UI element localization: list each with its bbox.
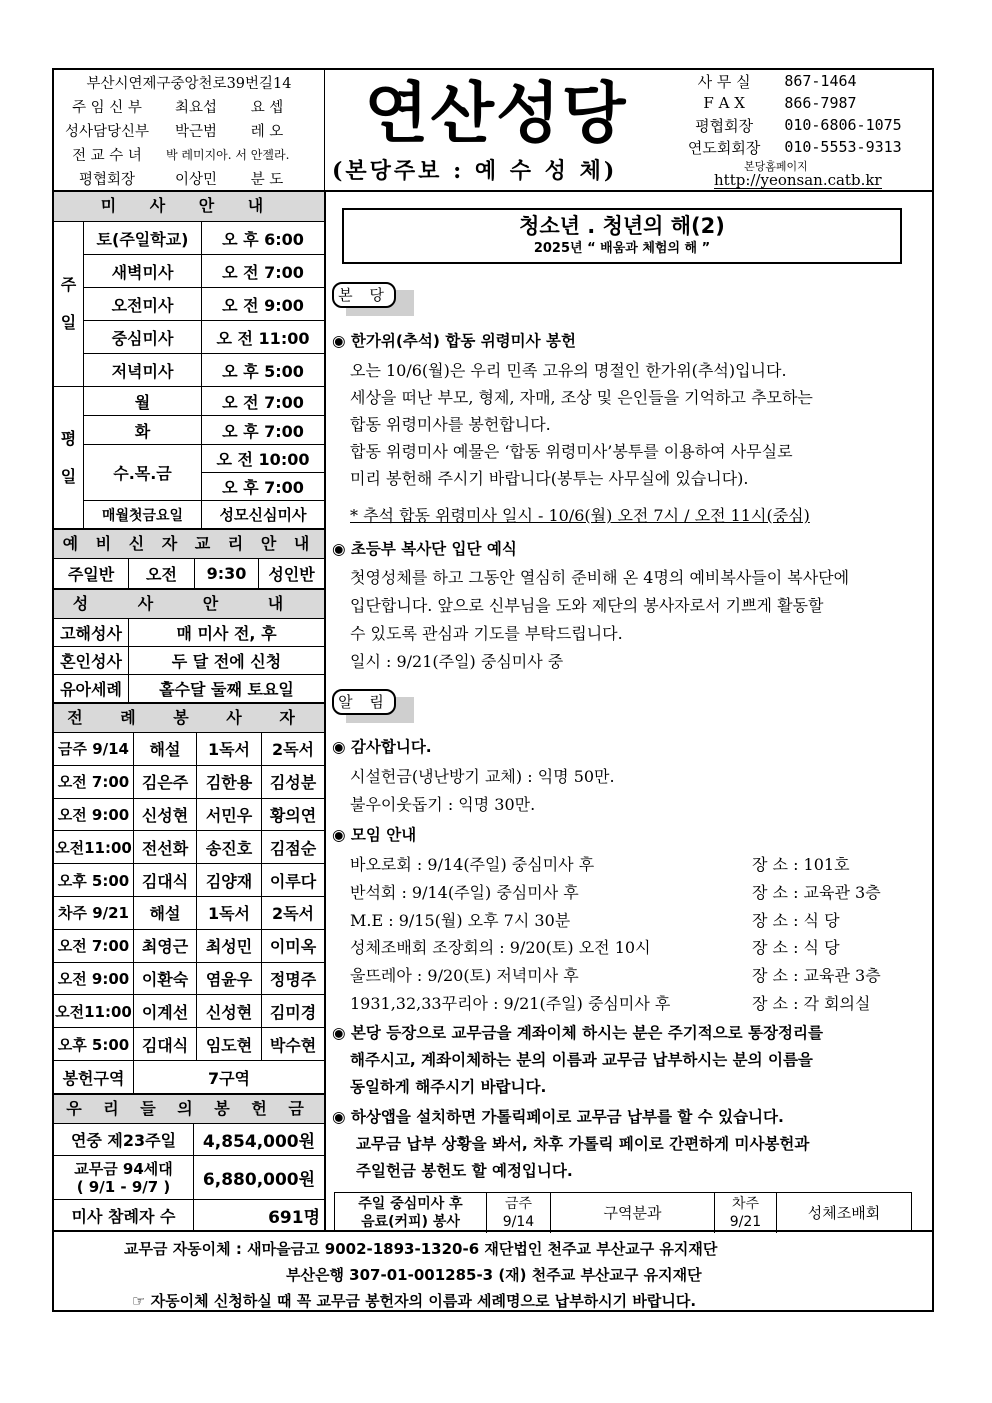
minister-name: 최영근 — [134, 930, 197, 963]
minister-name: 최성민 — [197, 930, 262, 963]
minister-name: 1독서 — [197, 733, 262, 766]
coffee-next-week — [715, 1193, 777, 1233]
header — [54, 70, 932, 192]
ministers-section-title: 전 례 봉 사 자 — [54, 703, 324, 733]
paragraph-line: 일시 : 9/21(주일) 중심미사 중 — [350, 652, 564, 671]
mass-time: 성모신심미사 — [202, 501, 324, 529]
sacrament-name: 혼인성사 — [54, 647, 129, 675]
staff-baptism: 요 셉 — [250, 99, 284, 116]
mass-time: 오 전 11:00 — [202, 321, 324, 354]
minister-name: 이루다 — [262, 864, 324, 897]
paragraph-line: 수 있도록 관심과 기도를 부탁드립니다. — [350, 624, 623, 643]
meeting-info: M.E : 9/15(월) 오후 7시 30분 — [350, 911, 571, 930]
minister-name: 박수현 — [262, 1028, 324, 1061]
staff-name: 이상민 — [174, 171, 218, 188]
paragraph-line: 입단합니다. 앞으로 신부님을 도와 제단의 봉사자로서 기쁘게 활동할 — [350, 596, 824, 615]
minister-time: 오전11:00 — [54, 831, 134, 864]
offering-value: 6,880,000원 — [194, 1156, 324, 1200]
offering-label: 교무금 94세대 ( 9/1 - 9/7 ) — [54, 1156, 194, 1200]
sacrament-name: 유아세례 — [54, 675, 129, 703]
coffee-label — [335, 1193, 487, 1233]
theme-subtitle: 2025년 “ 배움과 체험의 해 ” — [533, 241, 711, 256]
offering-value: 4,854,000원 — [194, 1124, 324, 1156]
church-title — [326, 70, 666, 190]
weekday-label-char: 평 — [60, 428, 77, 448]
staff-row — [54, 166, 324, 190]
altar-heading: ◉ 초등부 복사단 입단 예식 — [332, 540, 517, 558]
patron: (본당주보 : 예 수 성 체) — [332, 158, 618, 184]
transfer-notice-line: 동일하게 해주시기 바랍니다. — [350, 1078, 547, 1096]
weekday-label — [54, 387, 84, 529]
minister-name: 황의연 — [262, 799, 324, 832]
minister-name: 신성현 — [197, 995, 262, 1028]
sacrament-value: 매 미사 전, 후 — [129, 619, 324, 647]
bulletin-page — [52, 68, 934, 1312]
church-name: 연산성당 — [364, 75, 628, 152]
sunday-label-char: 주 — [60, 275, 77, 294]
mass-name: 월 — [84, 387, 202, 416]
auto-transfer-account-2: 부산은행 307-01-001285-3 (재) 천주교 부산교구 유지재단 — [286, 1266, 702, 1284]
minister-name: 김점순 — [262, 831, 324, 864]
auto-transfer-note: ☞ 자동이체 신청하실 때 꼭 교무금 봉헌자의 이름과 세례명으로 납부하시기 바랍니다. — [132, 1292, 697, 1310]
coffee-week-label: 차주 — [731, 1196, 760, 1212]
theme-title: 청소년 . 청년의 해(2) — [519, 214, 725, 238]
app-notice: ◉ 하상앱을 설치하면 가톨릭페이로 교무금 납부를 할 수 있습니다. — [332, 1108, 784, 1126]
minister-time: 오전 9:00 — [54, 799, 134, 832]
mass-time: 오 후 7:00 — [202, 473, 324, 501]
mass-time: 오 전 7:00 — [202, 387, 324, 416]
minister-name: 김양재 — [197, 864, 262, 897]
mass-name: 수.목.금 — [84, 445, 202, 501]
meeting-info: 1931,32,33꾸리아 : 9/21(주일) 중심미사 후 — [350, 994, 671, 1013]
paragraph-line: 합동 위령미사를 봉헌합니다. — [350, 415, 551, 434]
meeting-info: 성체조배회 조장회의 : 9/20(토) 오전 10시 — [350, 938, 651, 957]
minister-time: 오전11:00 — [54, 995, 134, 1028]
homepage-label: 본당홈페이지 — [744, 160, 808, 173]
minister-name: 김성분 — [262, 766, 324, 799]
staff-baptism: 분 도 — [250, 171, 284, 188]
coffee-this-week-group: 구역분과 — [551, 1193, 715, 1233]
minister-name: 2독서 — [262, 733, 324, 766]
mass-name: 매월첫금요일 — [84, 501, 202, 529]
transfer-notice-line: 해주시고, 계좌이체하는 분의 이름과 교무금 납부하시는 분의 이름을 — [350, 1051, 813, 1069]
mass-name: 새벽미사 — [84, 255, 202, 288]
paragraph-line: 세상을 떠난 부모, 형제, 자매, 조상 및 은인들을 기억하고 추모하는 — [350, 388, 813, 407]
meetings-heading: ◉ 모임 안내 — [332, 826, 417, 844]
offering-district-value: 7구역 — [134, 1061, 324, 1094]
meeting-place: 장 소 : 101호 — [752, 855, 850, 874]
auto-transfer-account: 교무금 자동이체 : 새마을금고 9002-1893-1320-6 재단법인 천주교 부산교구 유지재단 — [124, 1240, 718, 1258]
coffee-service-table — [334, 1192, 912, 1232]
minister-name: 이미옥 — [262, 930, 324, 963]
sacrament-section-title: 성 사 안 내 — [54, 589, 324, 619]
coffee-label-line: 주일 중심미사 후 — [358, 1196, 463, 1212]
staff-role: 전 교 수 녀 — [72, 147, 142, 164]
minister-name: 신성현 — [134, 799, 197, 832]
meeting-info: 반석회 : 9/14(주일) 중심미사 후 — [350, 883, 579, 902]
paragraph-line: 첫영성체를 하고 그동안 열심히 준비해 온 4명의 예비복사들이 복사단에 — [350, 568, 850, 587]
contact-label: 평협회장 — [695, 116, 754, 135]
offering-district-label: 봉헌구역 — [54, 1061, 134, 1094]
chuseok-heading: ◉ 한가위(추석) 합동 위령미사 봉헌 — [332, 332, 576, 350]
meeting-place: 장 소 : 교육관 3층 — [752, 883, 881, 902]
mass-time: 오 후 5:00 — [202, 354, 324, 387]
sacrament-value: 홀수달 둘째 토요일 — [129, 675, 324, 703]
minister-name: 해설 — [134, 733, 197, 766]
minister-time: 오전 9:00 — [54, 963, 134, 996]
sacrament-name: 고해성사 — [54, 619, 129, 647]
meeting-place: 장 소 : 교육관 3층 — [752, 966, 881, 985]
paragraph-line: 오는 10/6(월)은 우리 민족 고유의 명절인 한가위(추석)입니다. — [350, 361, 787, 380]
staff-baptism: 레 오 — [250, 123, 284, 140]
footer — [54, 1230, 932, 1314]
minister-name: 서민우 — [197, 799, 262, 832]
meeting-place: 장 소 : 각 회의실 — [752, 994, 871, 1013]
minister-name: 이환숙 — [134, 963, 197, 996]
coffee-label-line: 음료(커피) 봉사 — [361, 1214, 460, 1230]
sunday-label — [54, 222, 84, 387]
right-column — [326, 192, 932, 1230]
minister-name: 이계선 — [134, 995, 197, 1028]
thanks-heading: ◉ 감사합니다. — [332, 738, 432, 756]
staff-block — [54, 70, 325, 190]
meeting-place: 장 소 : 식 당 — [752, 938, 840, 957]
mass-name: 토(주일학교) — [84, 222, 202, 255]
minister-name: 1독서 — [197, 897, 262, 930]
mass-time: 오 후 6:00 — [202, 222, 324, 255]
address: 부산시연제구중앙천로39번길14 — [86, 75, 292, 92]
offering-label: 미사 참례자 수 — [54, 1200, 194, 1230]
offering-section-title: 우 리 들 의 봉 헌 금 — [54, 1094, 324, 1124]
minister-time: 오후 5:00 — [54, 1028, 134, 1061]
minister-time: 금주 9/14 — [54, 733, 134, 766]
mass-time: 오 전 10:00 — [202, 445, 324, 473]
notice-tag: 알 림 — [332, 689, 396, 715]
coffee-this-week — [487, 1193, 551, 1233]
class-cell: 9:30 — [195, 559, 259, 589]
minister-time: 오전 7:00 — [54, 766, 134, 799]
contact-value: 867-1464 — [784, 72, 857, 90]
sunday-label-char: 일 — [60, 313, 77, 332]
app-notice-line: 주일헌금 봉헌도 할 예정입니다. — [356, 1162, 573, 1180]
coffee-week-date: 9/21 — [729, 1214, 762, 1230]
left-column — [54, 192, 326, 1230]
contact-label: 사 무 실 — [697, 72, 751, 91]
paragraph-line: 미리 봉헌해 주시기 바랍니다(봉투는 사무실에 있습니다). — [350, 469, 749, 488]
minister-name: 2독서 — [262, 897, 324, 930]
minister-name: 전선화 — [134, 831, 197, 864]
offering-label: 연중 제23주일 — [54, 1124, 194, 1156]
minister-time: 오후 5:00 — [54, 864, 134, 897]
app-notice-line: 교무금 납부 상황을 봐서, 차후 가톨릭 페이로 간편하게 미사봉헌과 — [356, 1135, 810, 1153]
staff-name: 박근범 — [174, 123, 218, 140]
minister-name: 김은주 — [134, 766, 197, 799]
coffee-next-week-group: 성체조배회 — [807, 1204, 881, 1222]
contact-label: F A X — [703, 94, 745, 112]
minister-name: 해설 — [134, 897, 197, 930]
meeting-place: 장 소 : 식 당 — [752, 911, 840, 930]
staff-name: 박 레미지아. 서 안젤라. — [166, 147, 290, 162]
parish-tag: 본 당 — [332, 282, 396, 308]
staff-role: 성사담당신부 — [64, 123, 150, 140]
class-cell: 주일반 — [54, 559, 129, 589]
minister-name: 김한용 — [197, 766, 262, 799]
minister-name: 김대식 — [134, 864, 197, 897]
theme-banner — [342, 208, 902, 264]
staff-row — [54, 142, 324, 166]
mass-section-title: 미 사 안 내 — [54, 192, 324, 222]
mass-name: 화 — [84, 416, 202, 445]
mass-time: 오 후 7:00 — [202, 416, 324, 445]
homepage-link[interactable]: http://yeonsan.catb.kr — [714, 171, 882, 189]
minister-time: 오전 7:00 — [54, 930, 134, 963]
contact-value: 866-7987 — [784, 94, 857, 112]
meeting-info: 울뜨레아 : 9/20(토) 저녁미사 후 — [350, 966, 579, 985]
paragraph-line: 합동 위령미사 예물은 ‘합동 위령미사’봉투를 이용하여 사무실로 — [350, 442, 793, 461]
minister-name: 염윤우 — [197, 963, 262, 996]
contact-value: 010-6806-1075 — [784, 116, 902, 134]
minister-name: 송진호 — [197, 831, 262, 864]
sacrament-value: 두 달 전에 신청 — [129, 647, 324, 675]
mass-name: 중심미사 — [84, 321, 202, 354]
staff-row — [54, 118, 324, 142]
staff-row — [54, 94, 324, 118]
minister-name: 정명주 — [262, 963, 324, 996]
class-cell: 성인반 — [259, 559, 324, 589]
paragraph-line: 불우이웃돕기 : 익명 30만. — [350, 795, 536, 814]
offering-value: 691명 — [268, 1207, 320, 1228]
mass-time: 오 전 7:00 — [202, 255, 324, 288]
chuseok-note: * 추석 합동 위령미사 일시 - 10/6(월) 오전 7시 / 오전 11시(중심) — [350, 506, 810, 525]
class-cell: 오전 — [129, 559, 195, 589]
staff-role: 주 임 신 부 — [72, 99, 142, 116]
mass-time: 오 전 9:00 — [202, 288, 324, 321]
weekday-label-char: 일 — [60, 466, 77, 486]
paragraph-line: 시설헌금(냉난방기 교체) : 익명 50만. — [350, 767, 615, 786]
minister-name: 김미경 — [262, 995, 324, 1028]
staff-role: 평협회장 — [78, 171, 136, 188]
mass-name: 저녁미사 — [84, 354, 202, 387]
contact-label: 연도회회장 — [687, 138, 761, 157]
transfer-notice: ◉ 본당 등장으로 교무금을 계좌이체 하시는 분은 주기적으로 통장정리를 — [332, 1024, 823, 1042]
catechumen-section-title: 예 비 신 자 교 리 안 내 — [54, 529, 324, 559]
minister-name: 임도현 — [197, 1028, 262, 1061]
coffee-week-date: 9/14 — [502, 1214, 535, 1230]
minister-time: 차주 9/21 — [54, 897, 134, 930]
contact-value: 010-5553-9313 — [784, 138, 902, 156]
coffee-week-label: 금주 — [504, 1196, 533, 1212]
mass-name: 오전미사 — [84, 288, 202, 321]
meeting-info: 바오로회 : 9/14(주일) 중심미사 후 — [350, 855, 595, 874]
minister-name: 김대식 — [134, 1028, 197, 1061]
staff-name: 최요섭 — [174, 99, 218, 116]
